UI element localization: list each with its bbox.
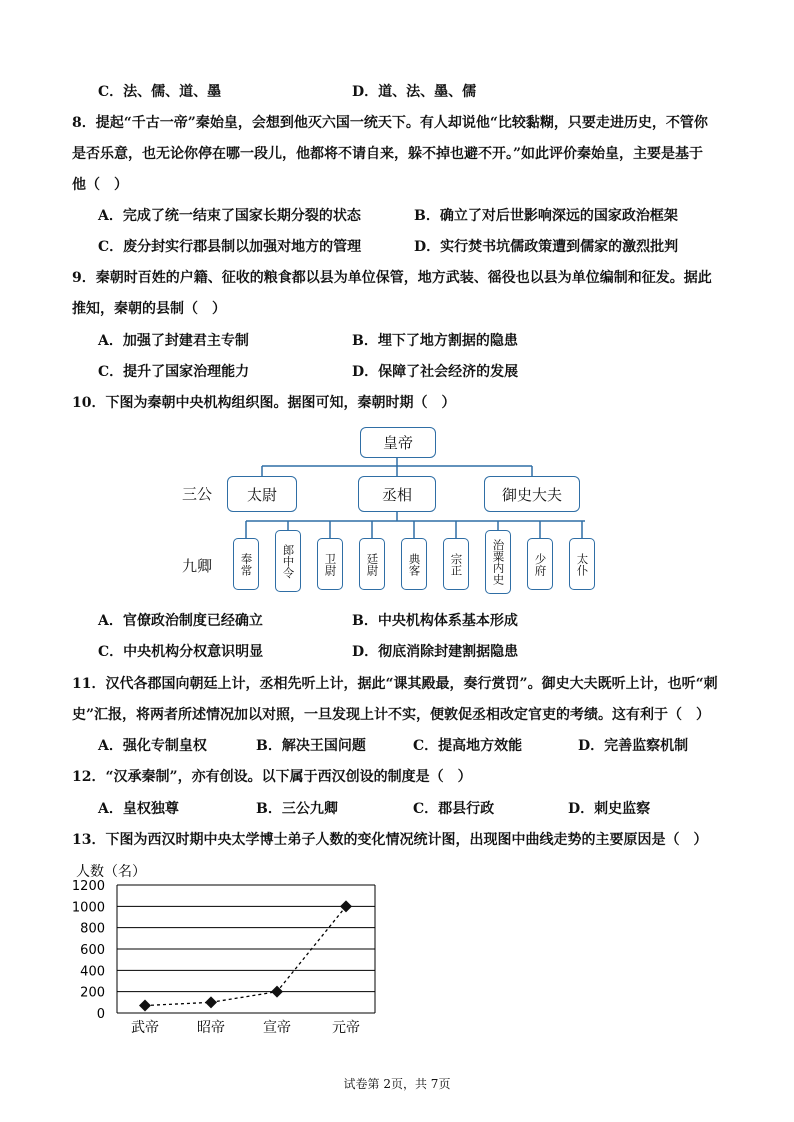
q12-option-a: A．皇权独尊: [98, 801, 179, 817]
q9-option-c: C．提升了国家治理能力: [98, 364, 250, 380]
sangong-label: 三公: [182, 485, 213, 503]
q11-option-d: D．完善监察机制: [578, 738, 689, 754]
q8-option-c: C．废分封实行郡县制以加强对地方的管理: [98, 239, 362, 255]
q8-stem-line2: 是否乐意，也无论你停在哪一段儿，他都将不请自来，躲不掉也避不开。”如此评价秦始皇，主要是基于: [72, 146, 704, 162]
jiuqing-box-fengchang: 奉常: [233, 538, 259, 590]
jiuqing-label: 九卿: [182, 557, 213, 575]
q11-option-c: C．提高地方效能: [413, 738, 523, 754]
q8-option-a: A．完成了统一结束了国家长期分裂的状态: [98, 208, 361, 224]
sangong-box-yushidafu: 御史大夫: [484, 476, 580, 512]
q10-option-c: C．中央机构分权意识明显: [98, 644, 264, 660]
chart-y-axis-label: 人数（名）: [76, 864, 146, 880]
chart-x-tick-label: 武帝: [131, 1020, 159, 1036]
q10-option-d: D．彻底消除封建割据隐患: [352, 644, 519, 660]
q9-option-b: B．埋下了地方割据的隐患: [352, 333, 518, 349]
chart-series-line: [145, 906, 346, 1005]
jiuqing-box-zongzheng: 宗正: [443, 538, 469, 590]
emperor-box: 皇帝: [360, 427, 436, 458]
q9-stem-line1: 9．秦朝时百姓的户籍、征收的粮食都以县为单位保管，地方武装、徭役也以县为单位编制和征发。据此: [72, 270, 712, 286]
q9-stem-line2: 推知，秦朝的县制（ ）: [72, 301, 226, 317]
q13-stem-line1: 13．下图为西汉时期中央太学博士弟子人数的变化情况统计图，出现图中曲线走势的主要原因是（ ）: [72, 832, 708, 848]
jiuqing-box-weiwei: 卫尉: [317, 538, 343, 590]
q10-option-a: A．官僚政治制度已经确立: [98, 613, 263, 629]
chart-data-point: [205, 996, 217, 1008]
chart-y-tick-label: 0: [96, 1007, 105, 1022]
sangong-box-taiwei: 太尉: [227, 476, 297, 512]
chart-y-tick-label: 400: [80, 964, 105, 980]
q10-option-b: B．中央机构体系基本形成: [352, 613, 518, 629]
q12-option-d: D．刺史监察: [568, 801, 651, 817]
chart-y-tick-label: 800: [80, 921, 105, 937]
chart-y-tick-label: 600: [80, 943, 105, 958]
chart-data-point: [139, 1000, 151, 1012]
jiuqing-box-langzhongling: 郎中令: [275, 530, 301, 592]
chart-x-tick-label: 元帝: [332, 1020, 360, 1036]
jiuqing-box-shaofu: 少府: [527, 538, 553, 590]
chart-y-tick-label: 200: [80, 985, 105, 1001]
q12-stem-line1: 12．“汉承秦制”，亦有创设。以下属于西汉创设的制度是（ ）: [72, 769, 472, 785]
q12-option-b: B．三公九卿: [256, 801, 338, 817]
q8-stem-line3: 他（ ）: [72, 177, 128, 193]
jiuqing-box-zhisuneishi: 治粟内史: [485, 530, 511, 594]
q7-option-d: D．道、法、墨、儒: [352, 84, 477, 100]
q7-option-c: C．法、儒、道、墨: [98, 84, 222, 100]
chart-x-tick-label: 宣帝: [263, 1020, 291, 1036]
q11-stem-line1: 11．汉代各郡国向朝廷上计，丞相先听上计，据此“课其殿最，奏行赏罚”。御史大夫既听上计，也听“刺: [72, 676, 718, 692]
q11-stem-line2: 史”汇报，将两者所述情况加以对照，一旦发现上计不实，便敦促丞相改定官吏的考绩。这有利于（ ）: [72, 707, 711, 723]
q8-option-d: D．实行焚书坑儒政策遭到儒家的激烈批判: [414, 239, 679, 255]
q11-option-a: A．强化专制皇权: [98, 738, 207, 754]
jiuqing-box-taipu: 太仆: [569, 538, 595, 590]
chart-x-tick-label: 昭帝: [197, 1020, 225, 1036]
jiuqing-box-dianke: 典客: [401, 538, 427, 590]
q11-option-b: B．解决王国问题: [256, 738, 366, 754]
jiuqing-box-tingwei: 廷尉: [359, 538, 385, 590]
page-footer: 试卷第 2页，共 7页: [343, 1077, 451, 1091]
q12-option-c: C．郡县行政: [413, 801, 495, 817]
q8-option-b: B．确立了对后世影响深远的国家政治框架: [414, 208, 678, 224]
sangong-box-chengxiang: 丞相: [358, 476, 436, 512]
q10-stem-line1: 10．下图为秦朝中央机构组织图。据图可知，秦朝时期（ ）: [72, 395, 456, 411]
chart-y-tick-label: 1000: [71, 900, 105, 916]
q8-stem-line1: 8．提起“千古一帝”秦始皇，会想到他灭六国一统天下。有人却说他“比较黏糊，只要走进历史，不管你: [72, 115, 708, 131]
chart-y-tick-label: 1200: [71, 879, 105, 894]
enrollment-line-chart: [0, 850, 420, 1050]
q9-option-d: D．保障了社会经济的发展: [352, 364, 519, 380]
q9-option-a: A．加强了封建君主专制: [98, 333, 249, 349]
